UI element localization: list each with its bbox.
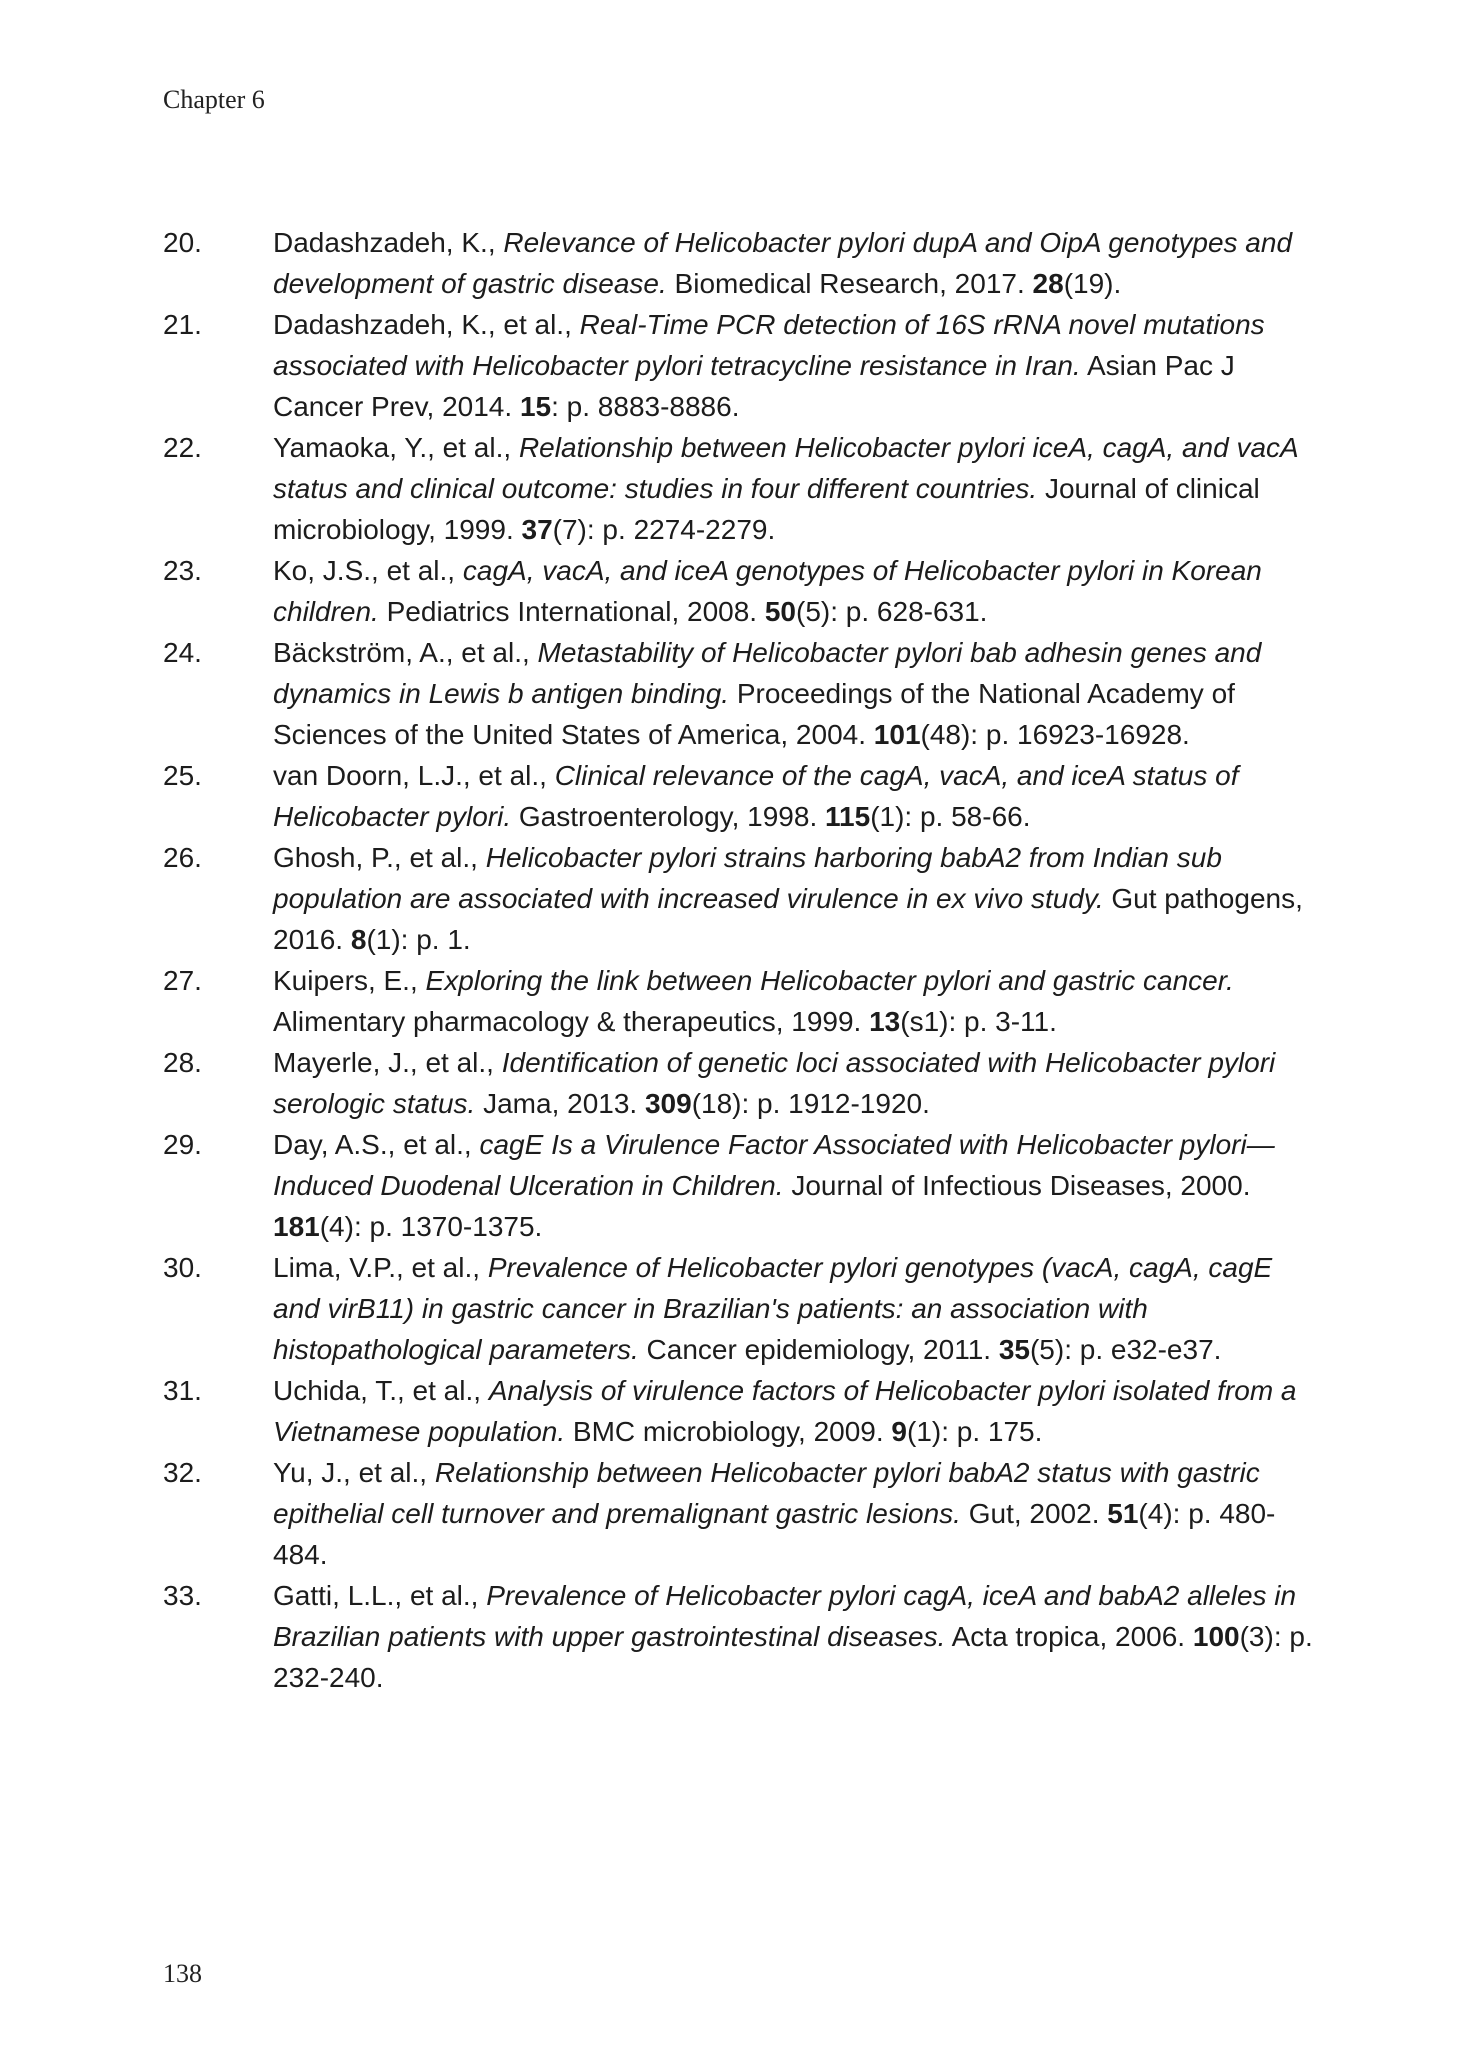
- reference-volume: 15: [519, 391, 552, 422]
- reference-authors: Ghosh, P., et al.,: [273, 842, 486, 873]
- reference-item: [163, 960, 1313, 1042]
- reference-volume: 51: [1107, 1498, 1139, 1529]
- reference-authors: Yamaoka, Y., et al.,: [273, 432, 519, 463]
- reference-title: Metastability of Helicobacter pylori bab adhesin genes and dynamics in Lewis b antigen binding.: [273, 637, 1262, 709]
- reference-item: [163, 1370, 1313, 1452]
- reference-item: [163, 1042, 1313, 1124]
- reference-title: Real-Time PCR detection of 16S rRNA novel mutations associated with Helicobacter pylori tetracycline resistance in Iran.: [273, 309, 1265, 381]
- reference-source: Alimentary pharmacology & therapeutics, 1999.: [273, 1006, 870, 1037]
- reference-number: 27.: [163, 965, 202, 996]
- reference-item: [163, 755, 1313, 837]
- reference-title: Analysis of virulence factors of Helicobacter pylori isolated from a Vietnamese population.: [273, 1375, 1297, 1447]
- reference-volume: 100: [1192, 1621, 1240, 1652]
- reference-text: [273, 1042, 1313, 1124]
- reference-number: 24.: [163, 637, 202, 668]
- reference-authors: Dadashzadeh, K., et al.,: [273, 309, 580, 340]
- reference-authors: Uchida, T., et al.,: [273, 1375, 489, 1406]
- reference-source: Biomedical Research, 2017.: [666, 268, 1033, 299]
- reference-title: Helicobacter pylori strains harboring babA2 from Indian sub population are associated with increased virulence in ex vivo study.: [273, 842, 1222, 914]
- reference-pages: (48): p. 16923-16928.: [920, 719, 1190, 750]
- reference-source: Jama, 2013.: [475, 1088, 645, 1119]
- reference-source: Gut pathogens, 2016.: [273, 883, 1303, 955]
- reference-item: [163, 427, 1313, 550]
- reference-source: Gut, 2002.: [960, 1498, 1108, 1529]
- reference-title: cagE Is a Virulence Factor Associated with Helicobacter pylori—Induced Duodenal Ulceration in Children.: [273, 1129, 1275, 1201]
- reference-pages: (s1): p. 3-11.: [900, 1006, 1057, 1037]
- reference-pages: (1): p. 1.: [366, 924, 471, 955]
- reference-text: [273, 1370, 1313, 1452]
- reference-volume: 50: [764, 596, 797, 627]
- reference-title: cagA, vacA, and iceA genotypes of Helicobacter pylori in Korean children.: [273, 555, 1262, 627]
- reference-source: Journal of Infectious Diseases, 2000.: [783, 1170, 1251, 1201]
- reference-pages: (5): p. 628-631.: [796, 596, 988, 627]
- reference-volume: 28: [1032, 268, 1064, 299]
- reference-item: [163, 1575, 1313, 1698]
- reference-source: BMC microbiology, 2009.: [565, 1416, 892, 1447]
- reference-number: 33.: [163, 1580, 202, 1611]
- reference-authors: Mayerle, J., et al.,: [273, 1047, 502, 1078]
- reference-pages: (1): p. 58-66.: [870, 801, 1031, 832]
- reference-title: Relationship between Helicobacter pylori babA2 status with gastric epithelial cell turnover and premalignant gastric lesions.: [273, 1457, 1260, 1529]
- reference-text: [273, 1124, 1313, 1247]
- reference-pages: (3): p. 232-240.: [273, 1621, 1313, 1693]
- reference-text: [273, 427, 1313, 550]
- reference-number: 21.: [163, 309, 202, 340]
- reference-text: [273, 1452, 1313, 1575]
- reference-number: 20.: [163, 227, 202, 258]
- reference-title: Prevalence of Helicobacter pylori cagA, iceA and babA2 alleles in Brazilian patients with upper gastrointestinal diseases.: [273, 1580, 1297, 1652]
- reference-text: [273, 632, 1313, 755]
- reference-pages: (7): p. 2274-2279.: [552, 514, 776, 545]
- reference-text: [273, 960, 1313, 1042]
- reference-text: [273, 550, 1313, 632]
- reference-pages: (19).: [1063, 268, 1122, 299]
- reference-volume: 309: [644, 1088, 692, 1119]
- reference-source: Acta tropica, 2006.: [945, 1621, 1193, 1652]
- reference-authors: Lima, V.P., et al.,: [273, 1252, 488, 1283]
- reference-source: Pediatrics International, 2008.: [378, 596, 765, 627]
- page-number: 138: [163, 1959, 202, 1988]
- reference-title: Prevalence of Helicobacter pylori genotypes (vacA, cagA, cagE and virB11) in gastric cancer in Brazilian's patients: an association with histopathological parameters.: [273, 1252, 1273, 1365]
- reference-authors: Gatti, L.L., et al.,: [273, 1580, 487, 1611]
- reference-authors: Ko, J.S., et al.,: [273, 555, 463, 586]
- reference-volume: 35: [998, 1334, 1030, 1365]
- reference-volume: 9: [891, 1416, 907, 1447]
- reference-authors: van Doorn, L.J., et al.,: [273, 760, 555, 791]
- reference-item: [163, 304, 1313, 427]
- reference-source: Cancer epidemiology, 2011.: [638, 1334, 999, 1365]
- reference-item: [163, 550, 1313, 632]
- reference-item: [163, 1452, 1313, 1575]
- reference-source: Journal of clinical microbiology, 1999.: [273, 473, 1260, 545]
- reference-item: [163, 1124, 1313, 1247]
- reference-pages: (18): p. 1912-1920.: [691, 1088, 930, 1119]
- reference-title: Relevance of Helicobacter pylori dupA and OipA genotypes and development of gastric disease.: [273, 227, 1293, 299]
- reference-text: [273, 304, 1313, 427]
- reference-pages: (1): p. 175.: [907, 1416, 1043, 1447]
- reference-item: [163, 1247, 1313, 1370]
- reference-title: Relationship between Helicobacter pylori iceA, cagA, and vacA status and clinical outcome: studies in four different countries.: [273, 432, 1298, 504]
- reference-number: 25.: [163, 760, 202, 791]
- reference-number: 30.: [163, 1252, 202, 1283]
- reference-source: Asian Pac J Cancer Prev, 2014.: [273, 350, 1235, 422]
- reference-volume: 101: [873, 719, 921, 750]
- reference-title: Identification of genetic loci associated with Helicobacter pylori serologic status.: [273, 1047, 1276, 1119]
- reference-text: [273, 222, 1313, 304]
- reference-pages: (4): p. 480-484.: [273, 1498, 1276, 1570]
- reference-source: Proceedings of the National Academy of Sciences of the United States of America, 2004.: [273, 678, 1235, 750]
- reference-number: 26.: [163, 842, 202, 873]
- reference-volume: 181: [273, 1211, 320, 1242]
- reference-number: 22.: [163, 432, 202, 463]
- reference-pages: (4): p. 1370-1375.: [319, 1211, 543, 1242]
- reference-volume: 8: [350, 924, 367, 955]
- reference-list: [163, 222, 1313, 1698]
- reference-authors: Kuipers, E.,: [273, 965, 426, 996]
- reference-pages: : p. 8883-8886.: [551, 391, 740, 422]
- reference-number: 32.: [163, 1457, 202, 1488]
- reference-item: [163, 222, 1313, 304]
- reference-number: 23.: [163, 555, 202, 586]
- reference-authors: Bäckström, A., et al.,: [273, 637, 538, 668]
- reference-title: Exploring the link between Helicobacter pylori and gastric cancer.: [425, 965, 1234, 996]
- reference-number: 31.: [163, 1375, 202, 1406]
- reference-item: [163, 632, 1313, 755]
- reference-text: [273, 1247, 1313, 1370]
- reference-text: [273, 837, 1313, 960]
- reference-source: Gastroenterology, 1998.: [511, 801, 826, 832]
- chapter-header: Chapter 6: [163, 85, 265, 114]
- reference-number: 28.: [163, 1047, 202, 1078]
- reference-title: Clinical relevance of the cagA, vacA, and iceA status of Helicobacter pylori.: [273, 760, 1239, 832]
- reference-number: 29.: [163, 1129, 202, 1160]
- reference-volume: 37: [521, 514, 553, 545]
- reference-pages: (5): p. e32-e37.: [1029, 1334, 1222, 1365]
- reference-authors: Yu, J., et al.,: [273, 1457, 435, 1488]
- reference-text: [273, 755, 1313, 837]
- reference-authors: Day, A.S., et al.,: [273, 1129, 480, 1160]
- reference-item: [163, 837, 1313, 960]
- reference-volume: 115: [825, 801, 871, 832]
- reference-volume: 13: [869, 1006, 901, 1037]
- reference-text: [273, 1575, 1313, 1698]
- reference-authors: Dadashzadeh, K.,: [273, 227, 504, 258]
